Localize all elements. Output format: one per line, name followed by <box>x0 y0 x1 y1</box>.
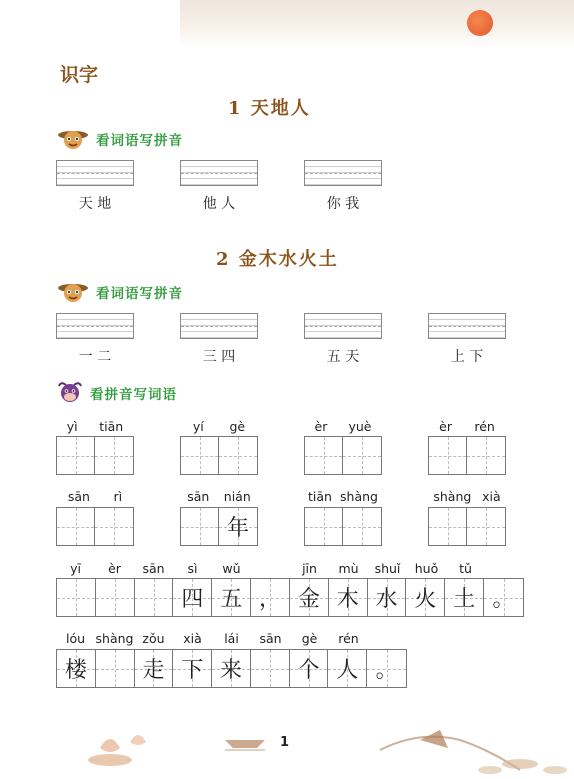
pinyin-syllable: shàng <box>340 489 378 504</box>
tianzige-cell[interactable] <box>135 650 174 687</box>
tianzige-cell[interactable] <box>367 650 406 687</box>
tianzige-cell[interactable] <box>467 437 505 474</box>
written-character: 人 <box>336 658 359 683</box>
tianzige-cell[interactable] <box>305 508 343 545</box>
pinyin-syllable: rì <box>113 489 123 504</box>
word-label: 三 四 <box>202 349 236 365</box>
word-label: 上 下 <box>450 349 484 365</box>
pinyin-syllable: gè <box>229 419 246 434</box>
pinyin-syllable: yì <box>66 419 78 434</box>
task-look-pinyin-write-words <box>56 380 177 406</box>
pinyin-syllable: èr <box>439 419 452 434</box>
pinyin-syllable: tǔ <box>459 561 472 576</box>
pinyin-row <box>56 419 134 434</box>
tianzige-cell[interactable] <box>484 579 523 616</box>
pinyin-writing-box[interactable] <box>56 160 134 186</box>
tianzige-cell[interactable] <box>135 579 174 616</box>
pinyin-syllable: rén <box>474 419 495 434</box>
tianzige-cell[interactable] <box>343 437 381 474</box>
pinyin-syllable: yí <box>192 419 204 434</box>
pinyin-syllable: sān <box>187 489 210 504</box>
tianzige-cell[interactable] <box>343 508 381 545</box>
written-character: 水 <box>375 587 398 612</box>
written-character: 金 <box>297 587 320 612</box>
pinyin-row <box>180 489 258 504</box>
written-character: 。 <box>375 658 398 683</box>
top-landscape-decoration <box>180 0 574 48</box>
tianzige-cell[interactable] <box>173 650 212 687</box>
pinyin-syllable: sān <box>259 631 282 646</box>
pinyin-row <box>304 489 382 504</box>
pinyin-syllable: shàng <box>95 631 134 646</box>
pinyin-syllable: mù <box>338 561 359 576</box>
character-grid[interactable] <box>304 436 382 475</box>
pinyin-row <box>428 419 506 434</box>
tianzige-cell[interactable] <box>467 508 505 545</box>
sentence-2-grid[interactable] <box>56 649 407 688</box>
character-grid[interactable] <box>56 507 134 546</box>
written-character: 五 <box>220 587 243 612</box>
task-look-words-write-pinyin-2 <box>56 279 183 305</box>
tianzige-cell[interactable] <box>328 650 367 687</box>
tianzige-cell[interactable] <box>96 579 135 616</box>
word-label: 五 天 <box>326 349 360 365</box>
pinyin-syllable: yuè <box>348 419 372 434</box>
task-label: 看词语写拼音 <box>96 286 183 302</box>
word-label: 他 人 <box>202 196 236 212</box>
pinyin-writing-box[interactable] <box>180 160 258 186</box>
tianzige-cell[interactable] <box>305 437 343 474</box>
task-label: 看拼音写词语 <box>90 387 177 403</box>
character-grid[interactable] <box>304 507 382 546</box>
tianzige-cell[interactable] <box>181 437 219 474</box>
tianzige-cell[interactable] <box>219 437 257 474</box>
pinyin-writing-box[interactable] <box>428 313 506 339</box>
character-grid[interactable] <box>428 436 506 475</box>
written-character: 年 <box>227 516 250 541</box>
pinyin-syllable: rén <box>338 631 359 646</box>
task-label: 看词语写拼音 <box>96 133 183 149</box>
tianzige-cell[interactable] <box>57 579 96 616</box>
pinyin-syllable: zǒu <box>142 631 165 646</box>
pinyin-row <box>56 489 134 504</box>
character-grid[interactable] <box>180 507 258 546</box>
written-character: 来 <box>220 658 243 683</box>
word-label: 你 我 <box>326 196 360 212</box>
pinyin-writing-box[interactable] <box>56 313 134 339</box>
tianzige-cell[interactable] <box>290 650 329 687</box>
pinyin-row <box>428 489 506 504</box>
pinyin-syllable: sì <box>187 561 198 576</box>
tianzige-cell[interactable] <box>57 508 95 545</box>
pinyin-syllable: shuǐ <box>374 561 401 576</box>
written-character: 下 <box>181 658 204 683</box>
pinyin-syllable: jīn <box>302 561 317 576</box>
pinyin-syllable: èr <box>108 561 121 576</box>
written-character: 木 <box>336 587 359 612</box>
pinyin-writing-box[interactable] <box>180 313 258 339</box>
pinyin-syllable: sān <box>142 561 165 576</box>
pinyin-syllable: lóu <box>65 631 86 646</box>
lesson-1-title: 1 天地人 <box>228 98 311 119</box>
pinyin-writing-box[interactable] <box>304 160 382 186</box>
written-character: 火 <box>414 587 437 612</box>
word-label: 一 二 <box>78 349 112 365</box>
pinyin-syllable: tiān <box>99 419 124 434</box>
written-character: 走 <box>142 658 165 683</box>
bug-character-icon <box>56 280 90 304</box>
pinyin-row <box>180 419 258 434</box>
pinyin-syllable: gè <box>301 631 318 646</box>
tianzige-cell[interactable] <box>57 650 96 687</box>
tianzige-cell[interactable] <box>368 579 407 616</box>
character-grid[interactable] <box>428 507 506 546</box>
tianzige-cell[interactable] <box>429 508 467 545</box>
tianzige-cell[interactable] <box>96 650 135 687</box>
tianzige-cell[interactable] <box>181 508 219 545</box>
tianzige-cell[interactable] <box>251 650 290 687</box>
written-character: 。 <box>492 587 515 612</box>
tianzige-cell[interactable] <box>219 508 257 545</box>
word-label: 天 地 <box>78 196 112 212</box>
pinyin-syllable: tiān <box>308 489 332 504</box>
tianzige-cell[interactable] <box>329 579 368 616</box>
ox-character-icon <box>56 380 84 406</box>
character-grid[interactable] <box>180 436 258 475</box>
pinyin-syllable: wǔ <box>222 561 241 576</box>
pinyin-row <box>304 419 382 434</box>
written-character: 楼 <box>64 658 87 683</box>
tianzige-cell[interactable] <box>290 579 329 616</box>
pinyin-syllable: xià <box>482 489 501 504</box>
written-character: 土 <box>453 587 476 612</box>
pinyin-writing-box[interactable] <box>304 313 382 339</box>
pinyin-syllable: shàng <box>433 489 472 504</box>
pinyin-syllable: xià <box>183 631 202 646</box>
sun-decoration <box>467 10 493 36</box>
pinyin-syllable: nián <box>223 489 251 504</box>
written-character: 个 <box>297 658 320 683</box>
lesson-2-title: 2 金木水火土 <box>216 249 339 270</box>
section-title: 识字 <box>60 64 99 86</box>
pinyin-syllable: yī <box>70 561 81 576</box>
tianzige-cell[interactable] <box>212 650 251 687</box>
sentence-1-grid[interactable] <box>56 578 524 617</box>
written-character: 四 <box>181 587 204 612</box>
bug-character-icon <box>56 127 90 151</box>
pinyin-syllable: huǒ <box>414 561 439 576</box>
page-number: 1 <box>280 735 290 750</box>
tianzige-cell[interactable] <box>173 579 212 616</box>
written-character: ， <box>259 587 282 612</box>
pinyin-syllable: èr <box>314 419 328 434</box>
tianzige-cell[interactable] <box>445 579 484 616</box>
pinyin-syllable: sān <box>67 489 90 504</box>
tianzige-cell[interactable] <box>429 437 467 474</box>
tianzige-cell[interactable] <box>251 579 290 616</box>
tianzige-cell[interactable] <box>406 579 445 616</box>
pinyin-syllable: lái <box>224 631 239 646</box>
tianzige-cell[interactable] <box>212 579 251 616</box>
tianzige-cell[interactable] <box>95 508 133 545</box>
tianzige-cell[interactable] <box>57 437 95 474</box>
character-grid[interactable] <box>56 436 134 475</box>
tianzige-cell[interactable] <box>95 437 133 474</box>
task-look-words-write-pinyin-1 <box>56 126 183 152</box>
